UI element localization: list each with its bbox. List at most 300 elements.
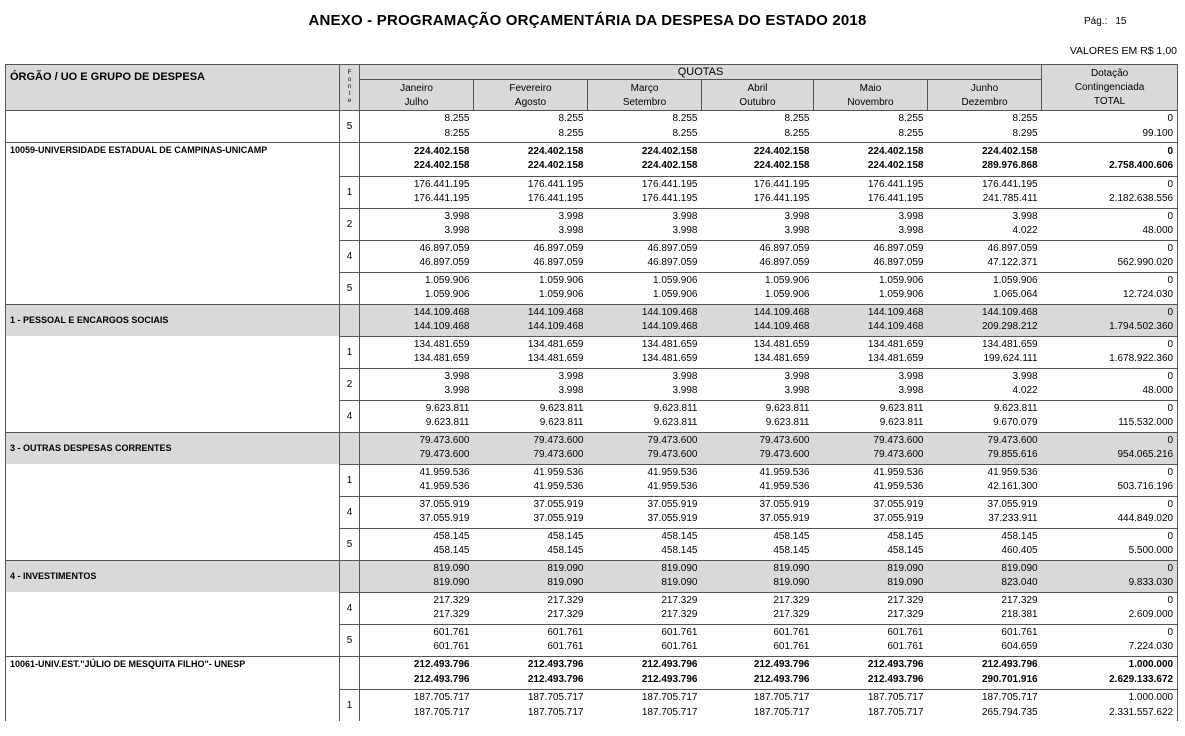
value-top: 79.473.600 (647, 434, 698, 446)
value-top: 212.493.796 (753, 659, 810, 671)
quota-cell (814, 143, 928, 177)
org-cell (6, 624, 340, 656)
header-org: ÓRGÃO / UO E GRUPO DE DESPESA (6, 65, 340, 111)
value-top: 79.473.600 (533, 434, 584, 446)
value-top: 0 (1167, 145, 1174, 157)
quota-cell (814, 496, 928, 528)
fonte-cell: 5 (340, 272, 360, 304)
table-row (6, 143, 1178, 177)
quota-cell (360, 111, 474, 143)
quota-cell (928, 240, 1042, 272)
value-bottom: 3.998 (672, 225, 698, 236)
value-bottom: 819.090 (887, 577, 924, 588)
value-top: 144.109.468 (527, 306, 584, 318)
value-bottom: 41.959.536 (419, 481, 470, 492)
value-top: 1.000.000 (1128, 692, 1174, 703)
quota-cell (702, 528, 814, 560)
quota-cell (474, 624, 588, 656)
value-bottom: 176.441.195 (641, 193, 698, 204)
value-top: 0 (1167, 562, 1174, 574)
quota-cell (702, 272, 814, 304)
quota-cell (928, 336, 1042, 368)
org-cell: 3 - OUTRAS DESPESAS CORRENTES (6, 432, 340, 464)
value-bottom: 48.000 (1142, 225, 1174, 236)
value-top: 212.493.796 (641, 659, 698, 671)
dotacao-cell (1042, 496, 1178, 528)
value-bottom: 5.500.000 (1128, 545, 1174, 556)
value-bottom: 224.402.158 (867, 160, 924, 172)
value-top: 217.329 (887, 594, 924, 606)
value-bottom: 187.705.717 (753, 706, 810, 718)
value-bottom: 176.441.195 (413, 193, 470, 204)
header-month (702, 80, 814, 111)
value-bottom: 48.000 (1142, 385, 1174, 396)
value-bottom: 3.998 (444, 385, 470, 396)
table-row (6, 208, 1178, 240)
quota-cell (474, 272, 588, 304)
table-row (6, 336, 1178, 368)
value-bottom: 1.065.064 (993, 289, 1038, 300)
quota-cell (360, 240, 474, 272)
value-top: 37.055.919 (759, 498, 810, 510)
value-top: 9.623.811 (765, 402, 810, 414)
value-bottom: 3.998 (444, 225, 470, 236)
quota-cell (814, 690, 928, 722)
value-top: 458.145 (1001, 530, 1038, 542)
value-bottom: 9.623.811 (879, 417, 924, 428)
value-top: 3.998 (898, 210, 924, 222)
quota-cell (588, 111, 702, 143)
value-bottom: 134.481.659 (527, 353, 584, 364)
value-top: 212.493.796 (867, 659, 924, 671)
quota-cell (474, 464, 588, 496)
value-top: 41.959.536 (647, 466, 698, 478)
quota-cell (474, 592, 588, 624)
quota-cell (588, 592, 702, 624)
quota-cell (702, 656, 814, 690)
quota-cell (474, 304, 588, 336)
value-top: 458.145 (661, 530, 698, 542)
fonte-cell: 5 (340, 528, 360, 560)
quota-cell (588, 272, 702, 304)
value-top: 3.998 (898, 370, 924, 382)
table-row (6, 528, 1178, 560)
quota-cell (702, 111, 814, 143)
dotacao-cell (1042, 432, 1178, 464)
quota-cell (814, 656, 928, 690)
value-top: 79.473.600 (419, 434, 470, 446)
org-cell (6, 272, 340, 304)
value-bottom: 217.329 (887, 609, 924, 620)
quota-cell (928, 208, 1042, 240)
quota-cell (588, 432, 702, 464)
value-top: 224.402.158 (981, 145, 1038, 157)
quota-cell (360, 272, 474, 304)
value-bottom: 199.624.111 (983, 353, 1038, 364)
quota-cell (702, 496, 814, 528)
value-bottom: 460.405 (1001, 545, 1038, 556)
fonte-cell: 4 (340, 592, 360, 624)
quota-cell (928, 464, 1042, 496)
value-bottom: 212.493.796 (867, 673, 924, 685)
value-bottom: 217.329 (773, 609, 810, 620)
value-bottom: 217.329 (661, 609, 698, 620)
value-top: 217.329 (661, 594, 698, 606)
dotacao-cell (1042, 464, 1178, 496)
value-top: 41.959.536 (759, 466, 810, 478)
value-top: 8.255 (1012, 113, 1038, 124)
quota-cell (814, 560, 928, 592)
quota-cell (928, 400, 1042, 432)
quota-cell (360, 304, 474, 336)
quota-cell (474, 368, 588, 400)
value-top: 46.897.059 (647, 242, 698, 254)
quota-cell (360, 400, 474, 432)
quota-cell (814, 176, 928, 208)
value-top: 134.481.659 (981, 338, 1038, 350)
value-bottom: 819.090 (773, 577, 810, 588)
page-label: Pág.: (1084, 16, 1108, 27)
org-cell (6, 208, 340, 240)
value-bottom: 4.022 (1012, 225, 1038, 236)
quota-cell (474, 690, 588, 722)
value-bottom: 458.145 (773, 545, 810, 556)
value-top: 144.109.468 (981, 306, 1038, 318)
value-bottom: 2.182.638.556 (1109, 193, 1174, 204)
value-top: 0 (1167, 178, 1174, 190)
value-bottom: 212.493.796 (641, 673, 698, 685)
value-bottom: 1.059.906 (765, 289, 810, 300)
fonte-cell: 1 (340, 336, 360, 368)
fonte-cell: 1 (340, 464, 360, 496)
quota-cell (588, 496, 702, 528)
org-cell: 10061-UNIV.EST."JÚLIO DE MESQUITA FILHO"- UNESP (6, 656, 340, 690)
value-bottom: 224.402.158 (413, 160, 470, 172)
quota-cell (360, 432, 474, 464)
dotacao-cell (1042, 304, 1178, 336)
table-row (6, 304, 1178, 336)
value-top: 458.145 (547, 530, 584, 542)
quota-cell (360, 528, 474, 560)
value-top: 41.959.536 (533, 466, 584, 478)
value-top: 0 (1167, 210, 1174, 222)
org-cell: 10059-UNIVERSIDADE ESTADUAL DE CAMPINAS-UNICAMP (6, 143, 340, 177)
quota-cell (928, 143, 1042, 177)
value-top: 1.059.906 (425, 274, 470, 286)
quota-cell (474, 656, 588, 690)
quota-cell (474, 400, 588, 432)
table-row (6, 656, 1178, 690)
value-top: 144.109.468 (753, 306, 810, 318)
value-top: 819.090 (661, 562, 698, 574)
value-bottom: 218.381 (1001, 609, 1038, 620)
quota-cell (814, 111, 928, 143)
dotacao-cell (1042, 143, 1178, 177)
value-bottom: 604.659 (1001, 641, 1038, 652)
header-month-bottom: Dezembro (961, 97, 1008, 108)
value-top: 3.998 (1012, 210, 1038, 222)
dotacao-cell (1042, 624, 1178, 656)
header-fonte-letter: F (347, 70, 352, 76)
value-top: 1.059.906 (539, 274, 584, 286)
value-bottom: 41.959.536 (759, 481, 810, 492)
value-top: 176.441.195 (527, 178, 584, 190)
value-top: 0 (1167, 498, 1174, 510)
fonte-cell: 2 (340, 368, 360, 400)
value-bottom: 41.959.536 (873, 481, 924, 492)
quota-cell (702, 336, 814, 368)
quota-cell (928, 592, 1042, 624)
value-bottom: 1.059.906 (879, 289, 924, 300)
value-bottom: 41.959.536 (647, 481, 698, 492)
value-top: 819.090 (887, 562, 924, 574)
value-bottom: 46.897.059 (419, 257, 470, 268)
table-row (6, 111, 1178, 143)
table-body (6, 111, 1178, 722)
quota-cell (928, 656, 1042, 690)
value-top: 212.493.796 (527, 659, 584, 671)
fonte-cell (340, 143, 360, 177)
value-bottom: 46.897.059 (533, 257, 584, 268)
value-top: 819.090 (1001, 562, 1038, 574)
header-month-top: Junho (970, 83, 999, 94)
value-bottom: 241.785.411 (982, 193, 1038, 204)
value-bottom: 134.481.659 (413, 353, 470, 364)
value-bottom: 187.705.717 (867, 706, 924, 718)
fonte-cell (340, 304, 360, 336)
header-quotas: QUOTAS (360, 65, 1042, 80)
value-top: 187.705.717 (413, 692, 470, 703)
dotacao-cell (1042, 560, 1178, 592)
dotacao-cell (1042, 592, 1178, 624)
table-row (6, 560, 1178, 592)
quota-cell (360, 368, 474, 400)
value-bottom: 176.441.195 (867, 193, 924, 204)
value-top: 1.059.906 (653, 274, 698, 286)
value-bottom: 79.855.616 (987, 449, 1038, 460)
header-dotacao-line3: TOTAL (1093, 95, 1126, 107)
value-bottom: 819.090 (433, 577, 470, 588)
quota-cell (702, 304, 814, 336)
value-top: 601.761 (1001, 626, 1038, 638)
value-top: 144.109.468 (413, 306, 470, 318)
value-top: 601.761 (547, 626, 584, 638)
quota-cell (928, 624, 1042, 656)
fonte-cell (340, 560, 360, 592)
value-top: 212.493.796 (413, 659, 470, 671)
table-row (6, 368, 1178, 400)
value-bottom: 1.794.502.360 (1109, 321, 1174, 332)
org-cell (6, 528, 340, 560)
value-top: 458.145 (433, 530, 470, 542)
fonte-cell: 4 (340, 240, 360, 272)
value-top: 0 (1167, 274, 1174, 286)
page-indicator (1084, 16, 1126, 27)
table-row (6, 400, 1178, 432)
quota-cell (702, 560, 814, 592)
value-top: 187.705.717 (527, 692, 584, 703)
value-top: 3.998 (444, 370, 470, 382)
value-bottom: 819.090 (547, 577, 584, 588)
quota-cell (928, 560, 1042, 592)
value-bottom: 265.794.735 (981, 706, 1038, 718)
quota-cell (702, 368, 814, 400)
quota-cell (928, 176, 1042, 208)
fonte-cell: 1 (340, 176, 360, 208)
value-top: 3.998 (672, 210, 698, 222)
value-bottom: 2.331.557.622 (1109, 706, 1174, 718)
value-bottom: 601.761 (547, 641, 584, 652)
value-top: 144.109.468 (641, 306, 698, 318)
value-bottom: 37.055.919 (647, 513, 698, 524)
value-top: 1.059.906 (765, 274, 810, 286)
value-top: 79.473.600 (987, 434, 1038, 446)
quota-cell (814, 304, 928, 336)
value-bottom: 212.493.796 (413, 673, 470, 685)
value-bottom: 144.109.468 (641, 321, 698, 332)
value-top: 187.705.717 (641, 692, 698, 703)
quota-cell (474, 240, 588, 272)
dotacao-cell (1042, 400, 1178, 432)
value-bottom: 8.255 (898, 127, 924, 139)
value-top: 0 (1167, 113, 1174, 124)
quota-cell (702, 690, 814, 722)
value-top: 601.761 (433, 626, 470, 638)
value-bottom: 176.441.195 (753, 193, 810, 204)
value-bottom: 601.761 (661, 641, 698, 652)
quota-cell (474, 432, 588, 464)
value-bottom: 209.298.212 (981, 321, 1038, 332)
value-top: 0 (1167, 338, 1174, 350)
quota-cell (360, 143, 474, 177)
value-bottom: 1.059.906 (653, 289, 698, 300)
value-top: 187.705.717 (981, 692, 1038, 703)
header-month-bottom: Setembro (622, 97, 667, 108)
quota-cell (360, 690, 474, 722)
value-top: 41.959.536 (419, 466, 470, 478)
value-top: 224.402.158 (527, 145, 584, 157)
value-top: 224.402.158 (753, 145, 810, 157)
value-bottom: 144.109.468 (753, 321, 810, 332)
value-top: 3.998 (558, 210, 584, 222)
quota-cell (360, 496, 474, 528)
quota-cell (588, 656, 702, 690)
quota-cell (474, 111, 588, 143)
value-top: 3.998 (444, 210, 470, 222)
value-bottom: 41.959.536 (533, 481, 584, 492)
table-row (6, 432, 1178, 464)
value-bottom: 224.402.158 (753, 160, 810, 172)
value-top: 134.481.659 (527, 338, 584, 350)
value-top: 212.493.796 (981, 659, 1038, 671)
value-bottom: 217.329 (547, 609, 584, 620)
value-bottom: 8.255 (558, 127, 584, 139)
org-cell: 4 - INVESTIMENTOS (6, 560, 340, 592)
quota-cell (588, 304, 702, 336)
fonte-cell: 5 (340, 624, 360, 656)
quota-cell (814, 592, 928, 624)
value-bottom: 8.255 (444, 127, 470, 139)
value-top: 0 (1167, 242, 1174, 254)
value-bottom: 37.055.919 (759, 513, 810, 524)
quota-cell (360, 656, 474, 690)
value-bottom: 3.998 (558, 385, 584, 396)
quota-cell (474, 336, 588, 368)
value-top: 601.761 (661, 626, 698, 638)
value-bottom: 458.145 (887, 545, 924, 556)
header-month-bottom: Julho (404, 97, 429, 108)
value-bottom: 1.059.906 (539, 289, 584, 300)
value-bottom: 8.255 (784, 127, 810, 139)
value-top: 0 (1167, 306, 1174, 318)
value-top: 3.998 (1012, 370, 1038, 382)
value-bottom: 99.100 (1142, 127, 1174, 139)
value-bottom: 1.678.922.360 (1109, 353, 1174, 364)
quota-cell (928, 528, 1042, 560)
value-top: 46.897.059 (533, 242, 584, 254)
quota-cell (928, 496, 1042, 528)
value-top: 79.473.600 (873, 434, 924, 446)
org-cell (6, 368, 340, 400)
value-bottom: 3.998 (898, 225, 924, 236)
table-row (6, 240, 1178, 272)
value-top: 134.481.659 (641, 338, 698, 350)
value-top: 0 (1167, 626, 1174, 638)
fonte-cell: 4 (340, 496, 360, 528)
dotacao-cell (1042, 690, 1178, 722)
quota-cell (588, 176, 702, 208)
value-top: 1.059.906 (993, 274, 1038, 286)
value-bottom: 444.849.020 (1117, 513, 1174, 524)
table-row (6, 690, 1178, 722)
table-row (6, 496, 1178, 528)
value-top: 0 (1167, 370, 1174, 382)
value-top: 176.441.195 (981, 178, 1038, 190)
value-top: 3.998 (672, 370, 698, 382)
org-cell: 1 - PESSOAL E ENCARGOS SOCIAIS (6, 304, 340, 336)
quota-cell (360, 464, 474, 496)
value-bottom: 3.998 (672, 385, 698, 396)
header-month-top: Maio (859, 83, 882, 94)
quota-cell (814, 368, 928, 400)
fonte-cell: 1 (340, 690, 360, 722)
value-top: 217.329 (1001, 594, 1038, 606)
dotacao-cell (1042, 208, 1178, 240)
quota-cell (814, 464, 928, 496)
quota-cell (474, 496, 588, 528)
value-bottom: 9.623.811 (539, 417, 584, 428)
quota-cell (702, 592, 814, 624)
dotacao-cell (1042, 240, 1178, 272)
value-top: 601.761 (887, 626, 924, 638)
value-bottom: 37.055.919 (533, 513, 584, 524)
value-bottom: 134.481.659 (753, 353, 810, 364)
header-fonte (340, 65, 360, 111)
value-bottom: 79.473.600 (419, 449, 470, 460)
value-bottom: 3.998 (784, 385, 810, 396)
quota-cell (360, 208, 474, 240)
header-month (928, 80, 1042, 111)
value-top: 9.623.811 (653, 402, 698, 414)
value-top: 217.329 (433, 594, 470, 606)
value-bottom: 9.623.811 (425, 417, 470, 428)
value-bottom: 37.233.911 (988, 513, 1038, 524)
value-bottom: 289.976.868 (981, 160, 1038, 172)
quota-cell (588, 208, 702, 240)
org-cell (6, 400, 340, 432)
value-bottom: 3.998 (558, 225, 584, 236)
value-top: 134.481.659 (413, 338, 470, 350)
